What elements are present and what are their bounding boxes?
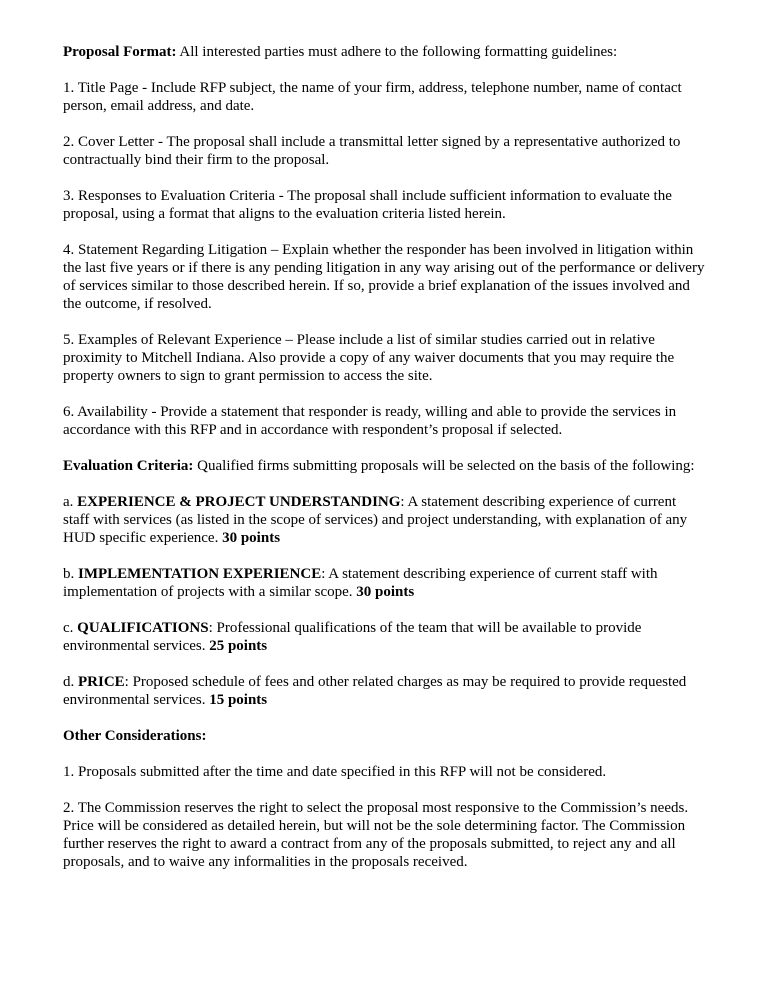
criteria-d-price <box>63 673 705 709</box>
text-run: 2. The Commission reserves the right to select the proposal most responsive to the Commission’s needs. Price will be considered as detailed herein, but will not be the sole determining factor. The Commission further reserves the right to award a contract from any of the proposals submitted, to reject any and all proposals, and to waive any informalities in the proposals received. <box>63 800 689 870</box>
text-run: d. <box>63 674 78 690</box>
text-run: 4. Statement Regarding Litigation – Explain whether the responder has been involved in litigation within the last five years or if there is any pending litigation in any way arising out of the performance or delivery of services similar to those described herein. If so, provide a brief explanation of the issues involved and the outcome, if resolved. <box>63 242 705 312</box>
format-item-6-availability <box>63 403 705 439</box>
format-item-3-responses <box>63 187 705 223</box>
criteria-b-implementation <box>63 565 705 601</box>
bold-text-run: EXPERIENCE & PROJECT UNDERSTANDING <box>77 494 401 510</box>
text-run: : Professional qualifications of the team that will be available to provide environmental services. <box>63 620 642 654</box>
bold-text-run: 30 points <box>356 584 415 600</box>
format-item-2-cover-letter <box>63 133 705 169</box>
consideration-2-commission-rights <box>63 799 705 871</box>
bold-text-run: IMPLEMENTATION EXPERIENCE <box>78 566 322 582</box>
text-run: All interested parties must adhere to the following formatting guidelines: <box>176 44 618 60</box>
text-run: a. <box>63 494 78 510</box>
bold-text-run: Other Considerations: <box>63 728 207 744</box>
text-run: : A statement describing experience of current staff with services (as listed in the scope of services) and project understanding, with explanation of any HUD specific experience. <box>63 494 688 546</box>
text-run: Qualified firms submitting proposals will be selected on the basis of the following: <box>193 458 695 474</box>
bold-text-run: PRICE <box>78 674 125 690</box>
text-run: 2. Cover Letter - The proposal shall include a transmittal letter signed by a representative authorized to contractually bind their firm to the proposal. <box>63 134 681 168</box>
text-run: b. <box>63 566 78 582</box>
bold-text-run: Evaluation Criteria: <box>63 458 194 474</box>
text-run: 1. Proposals submitted after the time and date specified in this RFP will not be considered. <box>63 764 607 780</box>
bold-text-run: 25 points <box>209 638 268 654</box>
criteria-c-qualifications <box>63 619 705 655</box>
bold-text-run: 15 points <box>209 692 268 708</box>
format-item-5-relevant-experience <box>63 331 705 385</box>
format-item-1-title-page <box>63 79 705 115</box>
text-run: 1. Title Page - Include RFP subject, the name of your firm, address, telephone number, name of contact person, email address, and date. <box>63 80 682 114</box>
text-run: 5. Examples of Relevant Experience – Please include a list of similar studies carried out in relative proximity to Mitchell Indiana. Also provide a copy of any waiver documents that you may require the property owners to sign to grant permission to access the site. <box>63 332 675 384</box>
text-run: c. <box>63 620 78 636</box>
evaluation-criteria-heading-paragraph <box>63 457 705 475</box>
bold-text-run: 30 points <box>222 530 281 546</box>
text-run: 3. Responses to Evaluation Criteria - The proposal shall include sufficient information to evaluate the proposal, using a format that aligns to the evaluation criteria listed herein. <box>63 188 672 222</box>
text-run: : Proposed schedule of fees and other related charges as may be required to provide requested environmental services. <box>63 674 687 708</box>
document-body <box>63 43 705 871</box>
format-item-4-litigation <box>63 241 705 313</box>
bold-text-run: Proposal Format: <box>63 44 177 60</box>
text-run: : A statement describing experience of current staff with implementation of projects with a similar scope. <box>63 566 658 600</box>
text-run: 6. Availability - Provide a statement that responder is ready, willing and able to provide the services in accordance with this RFP and in accordance with respondent’s proposal if selected. <box>63 404 677 438</box>
consideration-1-late-proposals <box>63 763 705 781</box>
bold-text-run: QUALIFICATIONS <box>77 620 209 636</box>
proposal-format-heading-paragraph <box>63 43 705 61</box>
criteria-a-experience <box>63 493 705 547</box>
other-considerations-heading <box>63 727 705 745</box>
